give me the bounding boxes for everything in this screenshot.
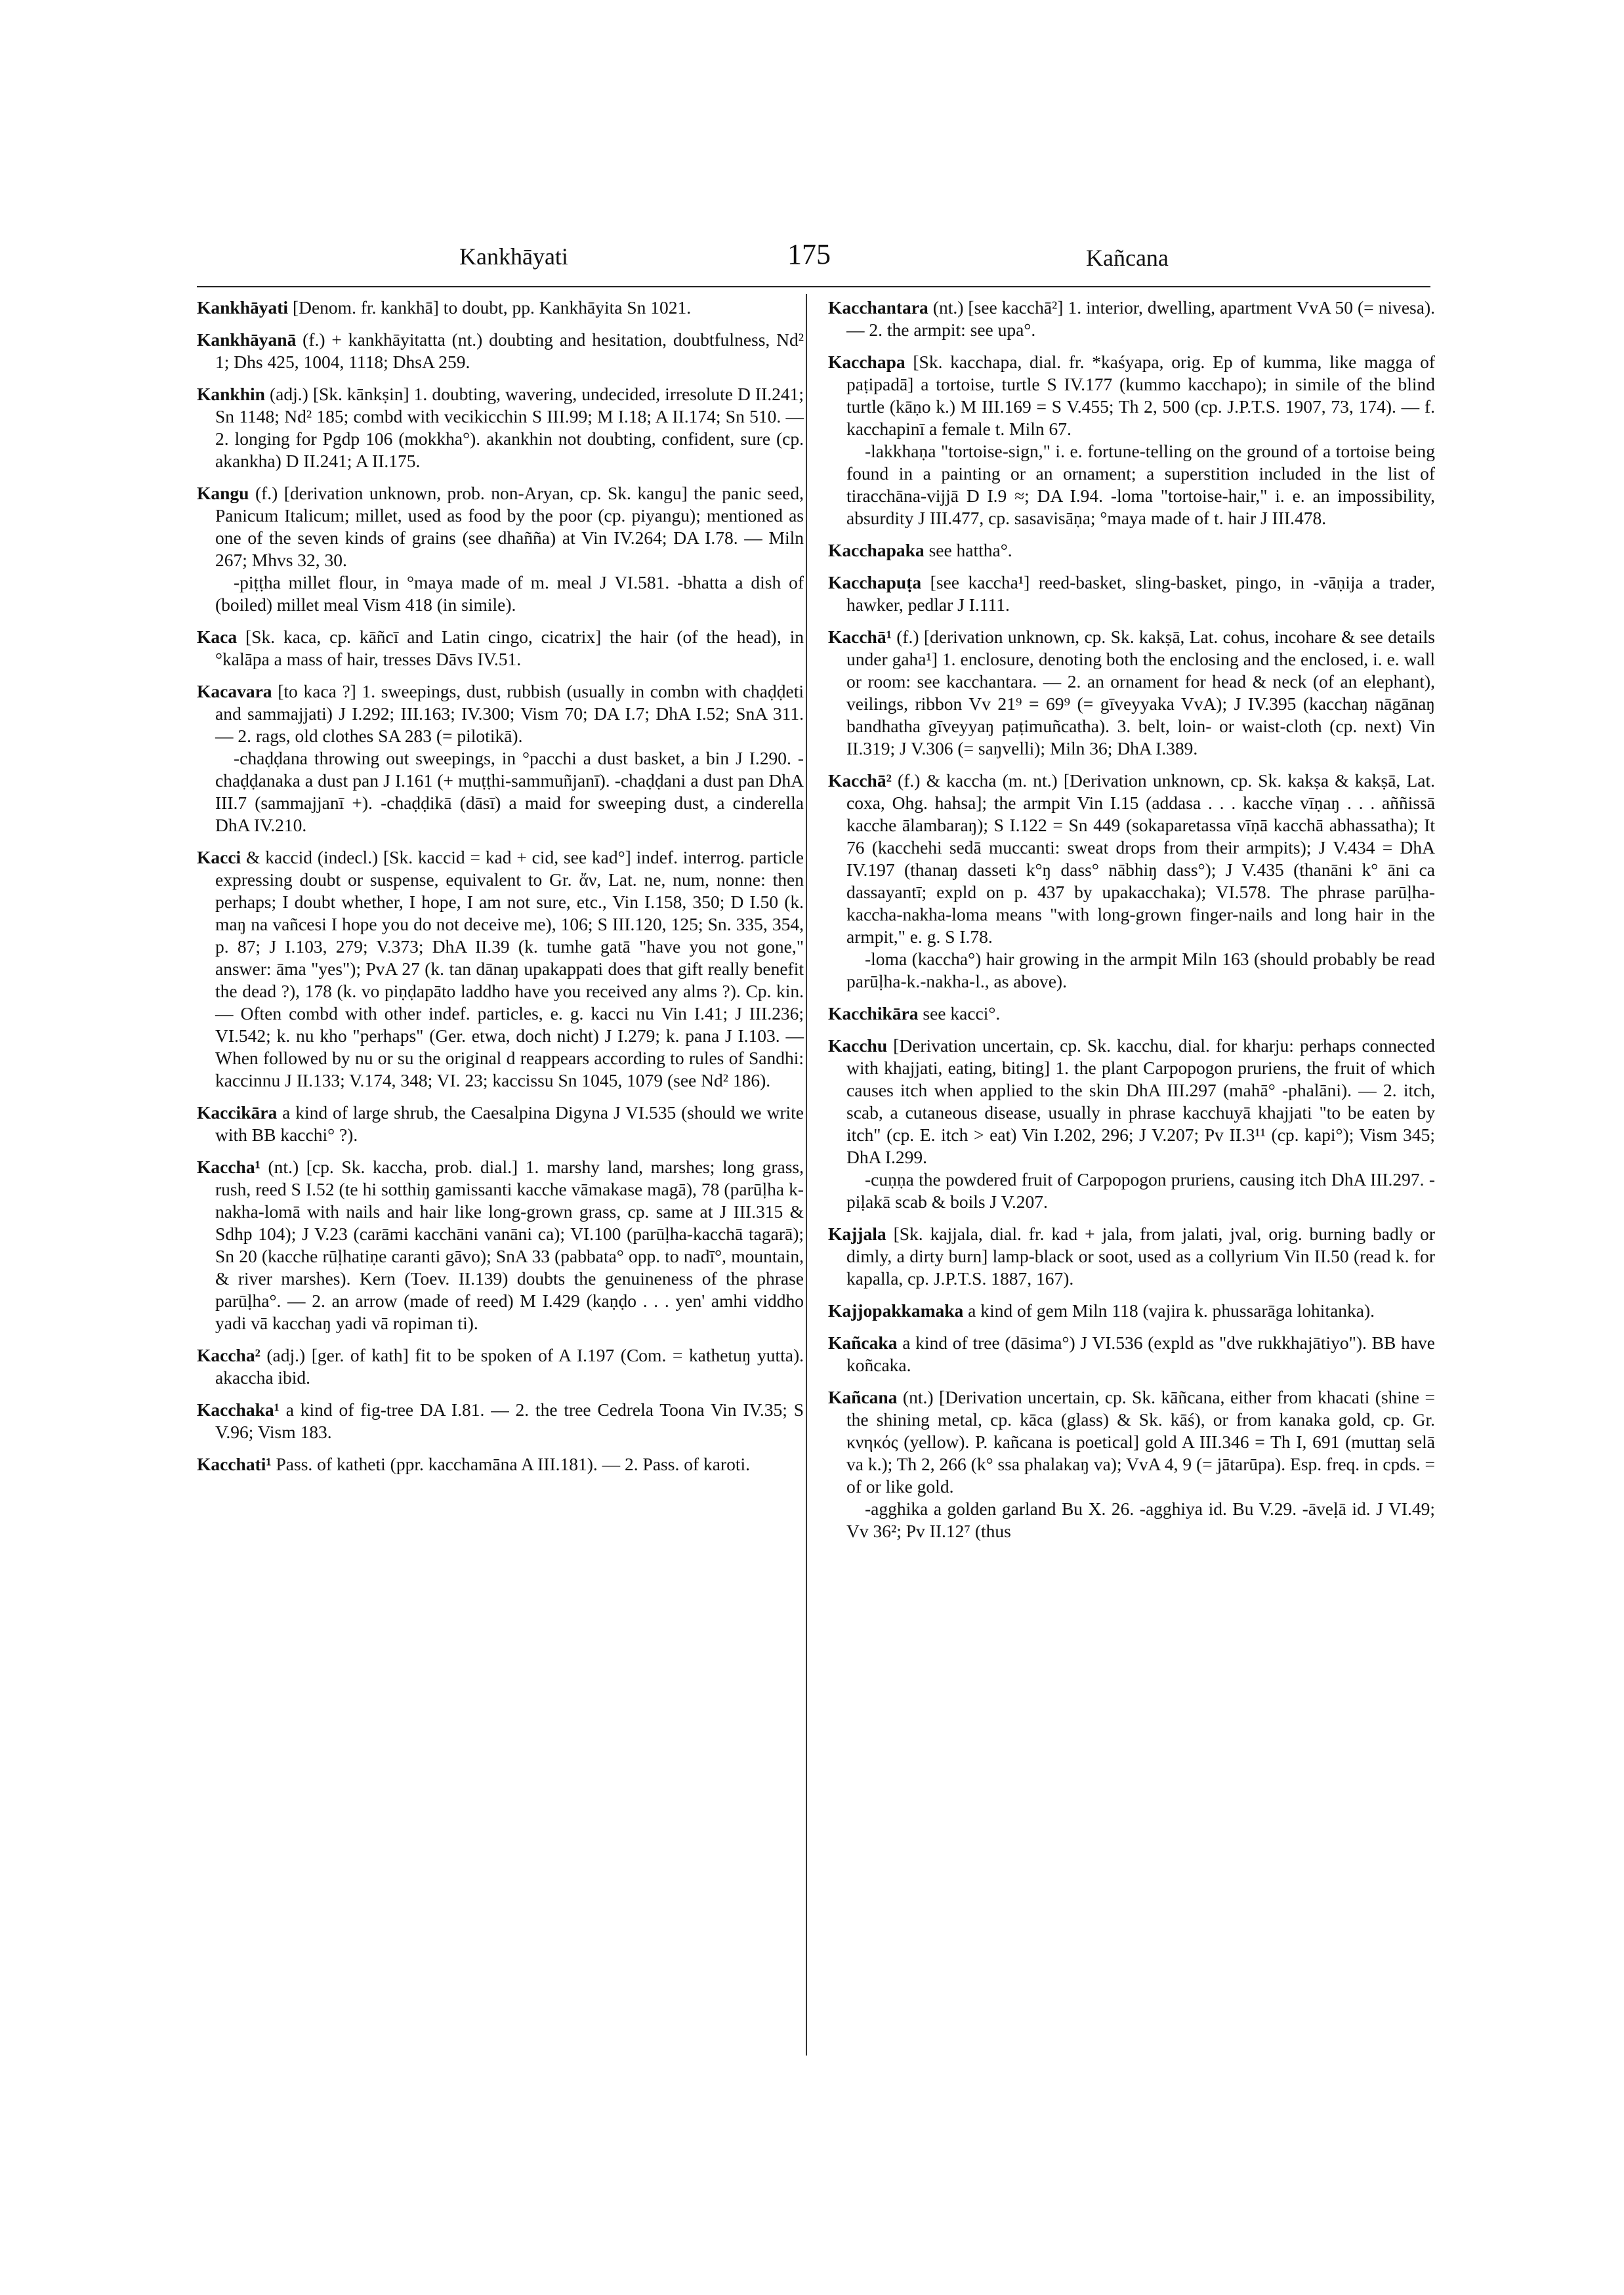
headword: Kacchu <box>828 1035 888 1056</box>
entry-subentry: -loma (kaccha°) hair growing in the armpit Miln 163 (should probably be read parūḷha-k.-nakha-l., as above). <box>846 949 1435 991</box>
entry-text: (f.) [derivation unknown, cp. Sk. kakṣā, Lat. cohus, incohare & see details under gaha¹] 1. enclosure, denoting both the enclosing and the enclosed, i. e. wall or room: see kacchantara. — 2. an ornament for head & neck (of an elephant), veilings, ribbon Vv 21⁹ = 69⁹ (= gīveyyaka VvA); J IV.395 (kacchaŋ nāgānaŋ bandhatha gīveyyaŋ paṭimuñcatha). 3. belt, loin- or waist-cloth (cp. next) Vin II.319; J V.306 (= saŋvelli); Miln 36; DhA I.389. <box>846 627 1435 758</box>
column-divider <box>806 294 807 2056</box>
entry-text: [Sk. kacchapa, dial. fr. *kaśyapa, orig. Ep of kumma, like magga of paṭipadā] a tortoise, turtle S IV.177 (kummo kacchapo); in simile of the blind turtle (kāṇo k.) M III.169 = S V.455; Th 2, 500 (cp. J.P.T.S. 1907, 73, 174). — f. kacchapinī a female t. Miln 67. <box>846 352 1435 439</box>
headword: Kacchikāra <box>828 1003 919 1023</box>
headword: Kacci <box>197 847 241 867</box>
header-left-word: Kankhāyati <box>459 243 568 270</box>
entry-text: (adj.) [ger. of kath] fit to be spoken of A I.197 (Com. = kathetuŋ yutta). akaccha ibid. <box>215 1345 804 1388</box>
header-rule <box>197 286 1430 287</box>
headword: Kañcana <box>828 1387 898 1407</box>
headword: Kacchapa <box>828 352 906 372</box>
headword: Kacchapaka <box>828 540 925 560</box>
dictionary-entry <box>828 571 1435 616</box>
headword: Kaccha² <box>197 1345 260 1365</box>
headword: Kaccha¹ <box>197 1157 260 1177</box>
entry-text: [Sk. kajjala, dial. fr. kad + jala, from jalati, jval, orig. burning badly or dimly, a dirty burn] lamp-black or soot, used as a collyrium Vin II.50 (read k. for kapalla, cp. J.P.T.S. 1887, 167). <box>846 1224 1435 1289</box>
dictionary-entry <box>828 351 1435 529</box>
dictionary-entry <box>828 1332 1435 1376</box>
entry-text: (f.) [derivation unknown, prob. non-Aryan, cp. Sk. kangu] the panic seed, Panicum Italicum; millet, used as food by the poor (cp. piyangu); mentioned as one of the seven kinds of grains (see dhañña) at Vin IV.264; DA I.78. — Miln 267; Mhvs 32, 30. <box>215 483 804 570</box>
dictionary-entry <box>828 1035 1435 1213</box>
dictionary-entry <box>828 1003 1435 1025</box>
headword: Kacchati¹ <box>197 1454 272 1474</box>
dictionary-entry <box>828 1223 1435 1290</box>
dictionary-entry <box>197 680 804 837</box>
entry-text: a kind of gem Miln 118 (vajira k. phussarāga lohitanka). <box>963 1300 1375 1321</box>
entry-text: [see kaccha¹] reed-basket, sling-basket, pingo, in -vāṇija a trader, hawker, pedlar J I.111. <box>846 572 1435 615</box>
dictionary-entry <box>828 297 1435 341</box>
dictionary-entry <box>197 482 804 616</box>
entry-subentry: -piṭṭha millet flour, in °maya made of m. meal J VI.581. -bhatta a dish of (boiled) millet meal Vism 418 (in simile). <box>215 572 804 615</box>
headword: Kankhāyanā <box>197 329 297 350</box>
entry-subentry: -agghika a golden garland Bu X. 26. -agghiya id. Bu V.29. -āveḷā id. J VI.49; Vv 36²; Pv II.12⁷ (thus <box>846 1499 1435 1541</box>
headword: Kañcaka <box>828 1333 898 1353</box>
entry-text: Pass. of katheti (ppr. kacchamāna A III.181). — 2. Pass. of karoti. <box>271 1454 750 1474</box>
headword: Kankhin <box>197 384 265 404</box>
dictionary-entry <box>197 297 804 319</box>
entry-text: (f.) + kankhāyitatta (nt.) doubting and hesitation, doubtfulness, Nd² 1; Dhs 425, 1004, 1118; DhsA 259. <box>215 329 804 372</box>
left-column <box>197 297 804 1485</box>
entry-text: a kind of large shrub, the Caesalpina Digyna J VI.535 (should we write with BB kacchi° ?). <box>215 1102 804 1145</box>
entry-text: see kacci°. <box>918 1003 1001 1023</box>
dictionary-entry <box>828 770 1435 993</box>
dictionary-entry <box>828 626 1435 760</box>
dictionary-entry <box>197 329 804 373</box>
headword: Kacchantara <box>828 297 928 318</box>
entry-text: [Denom. fr. kankhā] to doubt, pp. Kankhāyita Sn 1021. <box>288 297 692 318</box>
entry-text: (nt.) [Derivation uncertain, cp. Sk. kāñcana, either from khacati (shine = the shining metal, cp. kāca (glass) & Sk. kāś), or from kanaka gold, cp. Gr. κνηκός (yellow). P. kañcana is poetical] gold A III.346 = Th I, 691 (muttaŋ selā va k.); Th 2, 266 (k° ssa phalakaŋ va); VvA 4, 9 (= jātarūpa). Esp. freq. in cpds. = of or like gold. <box>846 1387 1435 1497</box>
entry-subentry: -lakkhaṇa "tortoise-sign," i. e. fortune-telling on the ground of a tortoise being found in a painting or an ornament; a superstition included in the list of tiracchāna-vijjā D I.9 ≈; DA I.94. -loma "tortoise-hair," i. e. an impossibility, absurdity J III.477, cp. sasavisāṇa; °maya made of t. hair J III.478. <box>846 441 1435 528</box>
headword: Kacchā² <box>828 770 892 791</box>
header-right-word: Kañcana <box>1086 245 1169 271</box>
entry-text: [to kaca ?] 1. sweepings, dust, rubbish (usually in combn with chaḍḍeti and sammajjati) J I.292; III.163; IV.300; Vism 70; DA I.7; DhA I.52; SnA 311. — 2. rags, old clothes SA 283 (= pilotikā). <box>215 681 804 746</box>
entry-text: (nt.) [cp. Sk. kaccha, prob. dial.] 1. marshy land, marshes; long grass, rush, reed S I.52 (te hi sotthiŋ gamissanti kacche vāmakase magā), 78 (parūḷha k-nakha-lomā with nails and hair like long-grown grass, cp. same at J III.315 & Sdhp 104); J V.23 (carāmi kacchāni vanāni ca); VI.100 (parūḷha-kacchā tagarā); Sn 20 (kacche rūḷhatiṇe caranti gāvo); SnA 33 (pabbata° opp. to nadī°, mountain, & river marshes). Kern (Toev. II.139) doubts the genuineness of the phrase parūḷha°. — 2. an arrow (made of reed) M I.429 (kaṇḍo . . . yen' amhi viddho yadi vā kacchaŋ yadi vā ropiman ti). <box>215 1157 804 1333</box>
entry-text: & kaccid (indecl.) [Sk. kaccid = kad + cid, see kad°] indef. interrog. particle expressing doubt or suspense, equivalent to Gr. ἄν, Lat. ne, num, nonne: then perhaps; I doubt whether, I hope, I am not sure, etc., Vin I.158, 350; D I.50 (k. maŋ na vañcesi I hope you do not deceive me), 106; S III.120, 125; Sn. 335, 354, p. 87; J I.103, 279; V.373; DhA II.39 (k. tumhe gatā "have you not gone," answer: āma "yes"); PvA 27 (k. tan dānaŋ upakappati does that gift really benefit the dead ?), 178 (k. vo piṇḍapāto laddho have you received any alms ?). Cp. kin. — Often combd with other indef. particles, e. g. kacci nu Vin I.41; J III.236; VI.542; k. nu kho "perhaps" (Ger. etwa, doch nicht) J I.279; k. pana J I.103. — When followed by nu or su the original d reappears according to rules of Sandhi: kaccinnu J II.133; V.174, 348; VI. 23; kaccissu Sn 1045, 1079 (see Nd² 186). <box>215 847 804 1090</box>
dictionary-entry <box>197 383 804 472</box>
headword: Kacavara <box>197 681 272 701</box>
entry-text: [Derivation uncertain, cp. Sk. kacchu, dial. for kharju: perhaps connected with khajjati, eating, biting] 1. the plant Carpopogon pruriens, the fruit of which causes itch when applied to the skin DhA III.297 (mahā° -phalāni). — 2. itch, scab, a cutaneous disease, usually in phrase kacchuyā khajjati "to be eaten by itch" (cp. E. itch > eat) Vin I.202, 296; J V.207; Pv II.3¹¹ (cp. kapi°); Vism 345; DhA I.299. <box>846 1035 1435 1167</box>
right-column <box>828 297 1435 1552</box>
entry-text: (adj.) [Sk. kānkṣin] 1. doubting, wavering, undecided, irresolute D II.241; Sn 1148; Nd² 185; combd with vecikicchin S III.99; M I.18; A II.174; Sn 510. — 2. longing for Pgdp 106 (mokkha°). akankhin not doubting, confident, sure (cp. akankha) D II.241; A II.175. <box>215 384 804 471</box>
dictionary-entry <box>197 1102 804 1146</box>
headword: Kaccikāra <box>197 1102 278 1123</box>
entry-subentry: -chaḍḍana throwing out sweepings, in °pacchi a dust basket, a bin J I.290. -chaḍḍanaka a dust pan J I.161 (+ muṭṭhi-sammuñjanī). -chaḍḍani a dust pan DhA III.7 (sammajjanī +). -chaḍḍikā (dāsī) a maid for sweeping dust, a cinderella DhA IV.210. <box>215 748 804 835</box>
dictionary-entry <box>828 1386 1435 1542</box>
entry-text: (nt.) [see kacchā²] 1. interior, dwelling, apartment VvA 50 (= nivesa). — 2. the armpit: see upa°. <box>846 297 1435 340</box>
headword: Kacchā¹ <box>828 627 892 647</box>
dictionary-entry <box>828 1300 1435 1322</box>
dictionary-entry <box>197 1453 804 1476</box>
headword: Kajjopakkamaka <box>828 1300 964 1321</box>
headword: Kangu <box>197 483 249 503</box>
headword: Kankhāyati <box>197 297 289 318</box>
page-number: 175 <box>787 238 831 270</box>
entry-text: (f.) & kaccha (m. nt.) [Derivation unknown, cp. Sk. kakṣa & kakṣā, Lat. coxa, Ohg. hahsa]; the armpit Vin I.15 (addasa . . . kacche vīṇaŋ . . . aññissā kacche ālambaraŋ); S I.122 = Sn 449 (sokaparetassa vīṇā kacchā abhassatha); It 76 (kacchehi sedā muccanti: sweat drops from their armpits); J V.434 = DhA IV.197 (thanaŋ dasseti k°ŋ dass° nābhiŋ dass°); J V.435 (thanāni k° āni ca dassayantī; expld on p. 437 by upakacchaka); VI.578. The phrase parūḷha-kaccha-nakha-loma means "with long-grown finger-nails and long hair in the armpit," e. g. S I.78. <box>846 770 1435 947</box>
dictionary-entry <box>197 626 804 671</box>
headword: Kajjala <box>828 1224 886 1244</box>
dictionary-entry <box>197 846 804 1092</box>
dictionary-entry <box>197 1156 804 1334</box>
dictionary-entry <box>197 1399 804 1443</box>
entry-text: a kind of fig-tree DA I.81. — 2. the tree Cedrela Toona Vin IV.35; S V.96; Vism 183. <box>215 1399 804 1442</box>
running-header <box>0 238 1624 283</box>
entry-text: see hattha°. <box>924 540 1012 560</box>
dictionary-entry <box>828 539 1435 562</box>
entry-subentry: -cuṇṇa the powdered fruit of Carpopogon pruriens, causing itch DhA III.297. -piḷakā scab & boils J V.207. <box>846 1169 1435 1212</box>
headword: Kaca <box>197 627 238 647</box>
entry-text: a kind of tree (dāsima°) J VI.536 (expld as "dve rukkhajātiyo"). BB have koñcaka. <box>846 1333 1435 1375</box>
headword: Kacchapuṭa <box>828 572 922 592</box>
headword: Kacchaka¹ <box>197 1399 280 1420</box>
dictionary-entry <box>197 1344 804 1389</box>
entry-text: [Sk. kaca, cp. kāñcī and Latin cingo, cicatrix] the hair (of the head), in °kalāpa a mass of hair, tresses Dāvs IV.51. <box>215 627 804 669</box>
